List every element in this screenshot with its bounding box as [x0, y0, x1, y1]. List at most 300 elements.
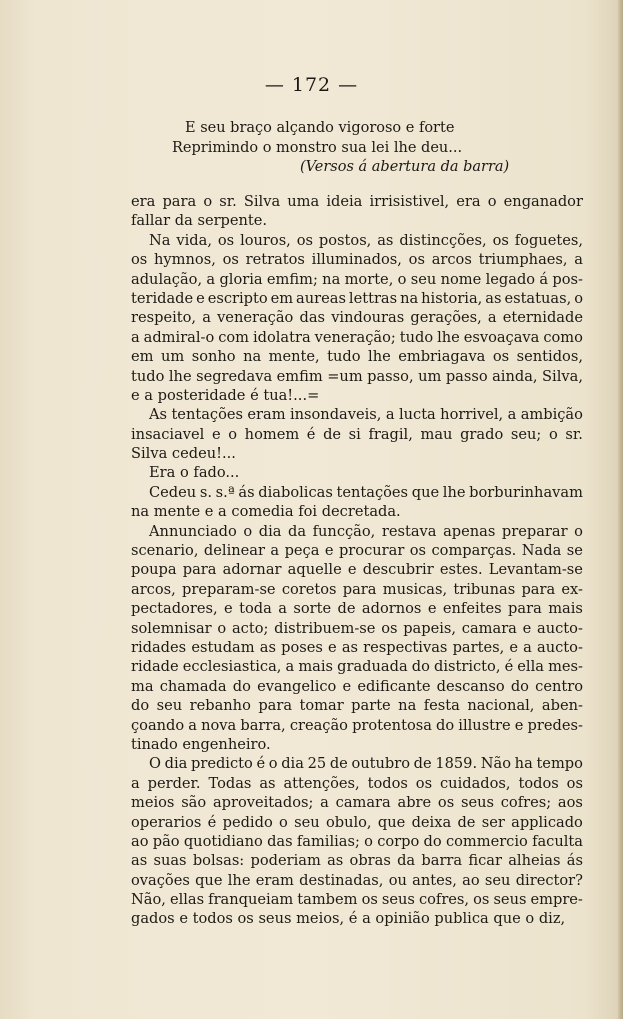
word: ideia — [326, 193, 363, 210]
word: franqueiam — [208, 891, 294, 909]
word: de — [413, 755, 432, 773]
word: respeito, — [131, 309, 197, 327]
word: do — [232, 677, 251, 695]
text-line — [131, 211, 583, 230]
text-line — [131, 871, 583, 890]
text-line — [131, 638, 583, 657]
word: seu — [410, 270, 437, 288]
word: que — [493, 910, 526, 928]
word: festa — [423, 697, 460, 715]
word: Não — [480, 755, 512, 773]
word: familias; — [296, 832, 360, 850]
word: as — [259, 774, 276, 792]
word: O — [149, 755, 161, 773]
word: aureas — [296, 289, 346, 307]
word: teridade — [131, 289, 194, 307]
word: a — [131, 328, 140, 346]
word: em — [131, 348, 154, 366]
word: camara — [335, 794, 391, 812]
word: era — [456, 193, 481, 210]
word: toda — [239, 600, 272, 618]
word: rebanho — [189, 697, 251, 715]
word: tinado — [131, 735, 183, 753]
word: vida, — [176, 231, 212, 249]
word: para — [182, 561, 217, 579]
word: coretos — [281, 580, 337, 598]
word: Silva — [243, 193, 281, 210]
word: sentidos, — [516, 348, 583, 366]
word: a — [487, 309, 497, 327]
verse-line-1: E seu braço alçando vigoroso e forte — [185, 120, 455, 136]
word: um — [160, 348, 185, 366]
word: e — [131, 386, 145, 404]
word: na — [131, 503, 154, 521]
text-line — [131, 851, 583, 870]
word: o — [574, 522, 583, 540]
word: lettras — [348, 289, 398, 307]
word: seus — [493, 891, 527, 909]
word: attenções, — [283, 774, 360, 792]
word: das — [267, 832, 293, 850]
word: segredava — [196, 367, 273, 385]
word: o — [243, 522, 253, 540]
word: barra, — [240, 716, 286, 734]
word: morte, — [344, 270, 394, 288]
word: os — [131, 251, 148, 269]
word: um — [418, 367, 442, 385]
word: para — [162, 193, 197, 210]
word: os — [217, 231, 235, 249]
word: ás — [566, 852, 583, 870]
word: creação — [289, 716, 348, 734]
word: hymnos, — [154, 251, 216, 269]
word: descanso — [436, 677, 505, 695]
word: outubro — [351, 755, 411, 773]
word: fado... — [193, 464, 240, 482]
word: cofres, — [418, 891, 470, 909]
word: vindouras — [331, 309, 405, 327]
word: illustre — [458, 716, 511, 734]
word: idolatra — [252, 328, 311, 346]
word: a — [188, 716, 197, 734]
word: ás — [238, 483, 255, 501]
word: do — [436, 716, 455, 734]
text-line — [131, 580, 583, 599]
body-text — [131, 192, 583, 929]
word: respectivas — [363, 638, 448, 656]
word: serpente. — [197, 212, 268, 230]
word: lucta — [398, 406, 436, 424]
word: de — [457, 813, 476, 831]
word: Levantam-se — [488, 561, 583, 579]
word: e — [211, 425, 221, 443]
word: retratos — [245, 251, 305, 269]
word: Todas — [208, 774, 252, 792]
page-number: — 172 — — [264, 74, 359, 96]
word: parte — [351, 697, 391, 715]
word: é — [207, 813, 217, 831]
word: na — [398, 697, 417, 715]
word: tua!...= — [263, 386, 320, 404]
text-line — [131, 405, 583, 424]
word: fallar — [131, 212, 175, 230]
word: Annunciado — [149, 522, 237, 540]
word: distribuem-se — [274, 619, 376, 637]
word: tentações — [171, 406, 243, 424]
word: que — [377, 813, 406, 831]
word: adornar — [222, 561, 282, 579]
word: Silva, — [542, 367, 583, 385]
word: a — [507, 406, 517, 424]
word: antes, — [412, 871, 457, 889]
word: a — [362, 910, 376, 928]
word: de — [329, 755, 348, 773]
word: o — [525, 910, 539, 928]
word: delinear — [203, 542, 265, 560]
word: e — [224, 600, 233, 618]
word: e — [196, 289, 205, 307]
word: historia, — [421, 289, 483, 307]
text-line — [131, 599, 583, 618]
word: e — [204, 503, 219, 521]
word: a — [218, 503, 232, 521]
word: da — [397, 852, 416, 870]
word: illuminados, — [311, 251, 402, 269]
word: comparças. — [431, 542, 517, 560]
word: Cedeu — [149, 483, 197, 501]
word: legado — [485, 270, 536, 288]
word: irrisistivel, — [369, 193, 450, 210]
word: nacional, — [467, 697, 535, 715]
word: apenas — [443, 522, 496, 540]
word: foi — [298, 503, 322, 521]
word: ficar — [468, 852, 502, 870]
word: e — [514, 716, 524, 734]
word: diz, — [538, 910, 566, 928]
word: faculta — [532, 832, 583, 850]
word: seus — [381, 891, 415, 909]
text-line — [131, 619, 583, 638]
word: restava — [381, 522, 437, 540]
word: embriagava — [398, 348, 486, 366]
word: grado — [460, 425, 504, 443]
word: As — [149, 406, 168, 424]
text-line — [131, 909, 583, 928]
word: o — [203, 193, 213, 210]
text-line — [131, 677, 583, 696]
word: borburinhavam — [469, 483, 583, 501]
word: na — [400, 289, 419, 307]
verse-line-2: Reprimindo o monstro sua lei lhe deu... — [172, 140, 463, 156]
word: mais — [548, 600, 583, 618]
word: tudo — [399, 328, 434, 346]
word: arcos — [431, 251, 472, 269]
word: eram — [247, 406, 286, 424]
word: ma — [131, 677, 154, 695]
word: nova — [201, 716, 237, 734]
word: os — [408, 251, 425, 269]
word: mes- — [548, 658, 583, 676]
word: tambem — [297, 891, 358, 909]
word: sonho — [191, 348, 236, 366]
word: o — [279, 813, 288, 831]
word: deixa — [411, 813, 452, 831]
word: ou — [388, 871, 407, 889]
word: evangelico — [257, 677, 337, 695]
text-line — [131, 541, 583, 560]
word: eram — [255, 871, 294, 889]
word: para — [521, 580, 556, 598]
word: director? — [515, 871, 583, 889]
text-line — [131, 270, 583, 289]
word: ellas — [169, 891, 205, 909]
word: ambição — [520, 406, 583, 424]
word: lhe — [442, 483, 466, 501]
word: triumphaes, — [478, 251, 568, 269]
word: aben- — [541, 697, 583, 715]
word: engenheiro. — [182, 735, 271, 753]
word: bolsas: — [192, 852, 245, 870]
word: o — [548, 425, 558, 443]
text-line — [131, 735, 583, 754]
word: que — [411, 483, 440, 501]
word: o — [217, 619, 227, 637]
word: perder. — [147, 774, 201, 792]
word: uma — [287, 193, 320, 210]
text-line — [131, 425, 583, 444]
word: a — [320, 794, 329, 812]
text-line — [131, 347, 583, 366]
text-line — [131, 774, 583, 793]
word: os — [492, 231, 509, 249]
word: esvoaçava — [463, 328, 540, 346]
word: o — [364, 832, 373, 850]
word: poupa — [131, 561, 177, 579]
word: gerações, — [410, 309, 482, 327]
word: ainda, — [492, 367, 538, 385]
word: mente — [153, 503, 205, 521]
word: enfeites — [442, 600, 502, 618]
text-line — [131, 813, 583, 832]
word: e — [347, 561, 357, 579]
word: os — [237, 910, 259, 928]
word: scenario, — [131, 542, 199, 560]
word: é — [348, 910, 363, 928]
word: passo — [445, 367, 488, 385]
word: arcos, — [131, 580, 176, 598]
word: quotidiano — [183, 832, 263, 850]
word: que — [195, 871, 223, 889]
text-line — [131, 328, 583, 347]
text-line — [131, 308, 583, 327]
text-line — [131, 560, 583, 579]
word: enganador — [503, 193, 583, 210]
word: gloria — [219, 270, 263, 288]
word: é — [504, 658, 514, 676]
word: se — [566, 542, 583, 560]
word: gados — [131, 910, 180, 928]
word: a — [131, 774, 140, 792]
word: camara — [461, 619, 517, 637]
word: descubrir — [362, 561, 434, 579]
word: o — [179, 464, 194, 482]
word: applicado — [511, 813, 583, 831]
word: suas — [153, 852, 187, 870]
word: e — [509, 638, 519, 656]
word: e — [328, 638, 337, 656]
word: as — [131, 852, 148, 870]
word: adornos — [361, 600, 422, 618]
word: Não, — [131, 891, 166, 909]
word: chamada — [159, 677, 227, 695]
word: na — [243, 348, 262, 366]
word: a — [574, 251, 583, 269]
word: protentosa — [352, 716, 432, 734]
word: a — [270, 542, 280, 560]
word: ser — [481, 813, 505, 831]
word: em — [270, 289, 294, 307]
word: e — [427, 600, 437, 618]
word: emfim; — [266, 270, 318, 288]
word: os — [222, 251, 239, 269]
text-line — [131, 502, 583, 521]
word: districto, — [433, 658, 501, 676]
word: seu — [294, 813, 320, 831]
word: alheias — [508, 852, 561, 870]
word: pedido — [222, 813, 273, 831]
word: pos- — [552, 270, 583, 288]
word: admiral-o — [143, 328, 215, 346]
word: as — [341, 638, 359, 656]
word: ex- — [561, 580, 583, 598]
word: para — [342, 580, 377, 598]
word: da — [288, 522, 307, 540]
word: tudo — [327, 348, 361, 366]
word: estes. — [439, 561, 483, 579]
text-line — [131, 522, 583, 541]
word: aos — [557, 794, 583, 812]
word: do — [423, 832, 442, 850]
word: pão — [152, 832, 180, 850]
word: insaciavel — [131, 425, 205, 443]
word: dia — [258, 522, 282, 540]
word: dia — [164, 755, 188, 773]
word: seu — [156, 697, 183, 715]
word: seus — [460, 794, 494, 812]
word: mau — [420, 425, 453, 443]
word: com — [218, 328, 250, 346]
word: o — [574, 289, 583, 307]
text-line — [131, 657, 583, 676]
word: foguetes, — [514, 231, 583, 249]
word: empre- — [530, 891, 583, 909]
word: sr. — [219, 193, 237, 210]
word: funcção, — [312, 522, 376, 540]
word: os — [409, 542, 427, 560]
word: dia — [281, 755, 304, 773]
word: tribunas — [453, 580, 516, 598]
word: de — [337, 600, 356, 618]
word: a — [144, 386, 158, 404]
word: diabolicas — [258, 483, 333, 501]
word: aucto- — [537, 619, 583, 637]
word: veneração; — [314, 328, 396, 346]
word: os — [473, 891, 490, 909]
word: poderiam — [250, 852, 321, 870]
word: Na — [149, 231, 171, 249]
word: destinadas, — [299, 871, 384, 889]
word: tentações — [336, 483, 409, 501]
word: lhe — [168, 367, 192, 385]
word: a — [278, 600, 287, 618]
word: s. — [199, 483, 212, 501]
word: cofres; — [500, 794, 552, 812]
word: commercio — [445, 832, 528, 850]
word: os — [492, 348, 510, 366]
word: predes- — [527, 716, 583, 734]
word: preparar — [501, 522, 568, 540]
word: predicto — [191, 755, 253, 773]
word: a — [202, 309, 211, 327]
word: da — [174, 212, 198, 230]
word: escripto — [207, 289, 268, 307]
word: os — [437, 794, 455, 812]
word: são — [181, 794, 207, 812]
text-line — [131, 832, 583, 851]
word: decretada. — [321, 503, 401, 521]
word: ridades — [131, 638, 187, 656]
word: todos — [518, 774, 559, 792]
word: todos — [367, 774, 408, 792]
text-line — [131, 696, 583, 715]
word: pectadores, — [131, 600, 218, 618]
word: acto; — [231, 619, 269, 637]
word: eternidade — [502, 309, 583, 327]
text-line — [131, 754, 583, 773]
word: os — [296, 231, 314, 249]
word: é — [306, 425, 316, 443]
word: o — [397, 270, 407, 288]
word: ovações — [131, 871, 190, 889]
text-line — [131, 463, 583, 482]
word: e — [324, 542, 334, 560]
word: meios — [131, 794, 175, 812]
word: tudo — [131, 367, 165, 385]
word: veneração — [217, 309, 294, 327]
word: ella — [517, 658, 544, 676]
word: opinião — [375, 910, 435, 928]
word: na — [322, 270, 341, 288]
word: o — [268, 755, 278, 773]
word: partes, — [452, 638, 505, 656]
word: á — [539, 270, 549, 288]
word: passo, — [367, 367, 414, 385]
word: aquelle — [287, 561, 342, 579]
word: 25 — [307, 755, 327, 773]
word: a — [285, 658, 295, 676]
word: e — [179, 910, 193, 928]
text-line — [131, 250, 583, 269]
word: publica — [434, 910, 494, 928]
word: é — [256, 755, 266, 773]
word: aproveitados; — [212, 794, 314, 812]
word: peça — [284, 542, 320, 560]
word: 1859. — [435, 755, 478, 773]
word: comedia — [231, 503, 299, 521]
word: edificante — [357, 677, 431, 695]
word: si — [348, 425, 361, 443]
word: meios, — [296, 910, 349, 928]
